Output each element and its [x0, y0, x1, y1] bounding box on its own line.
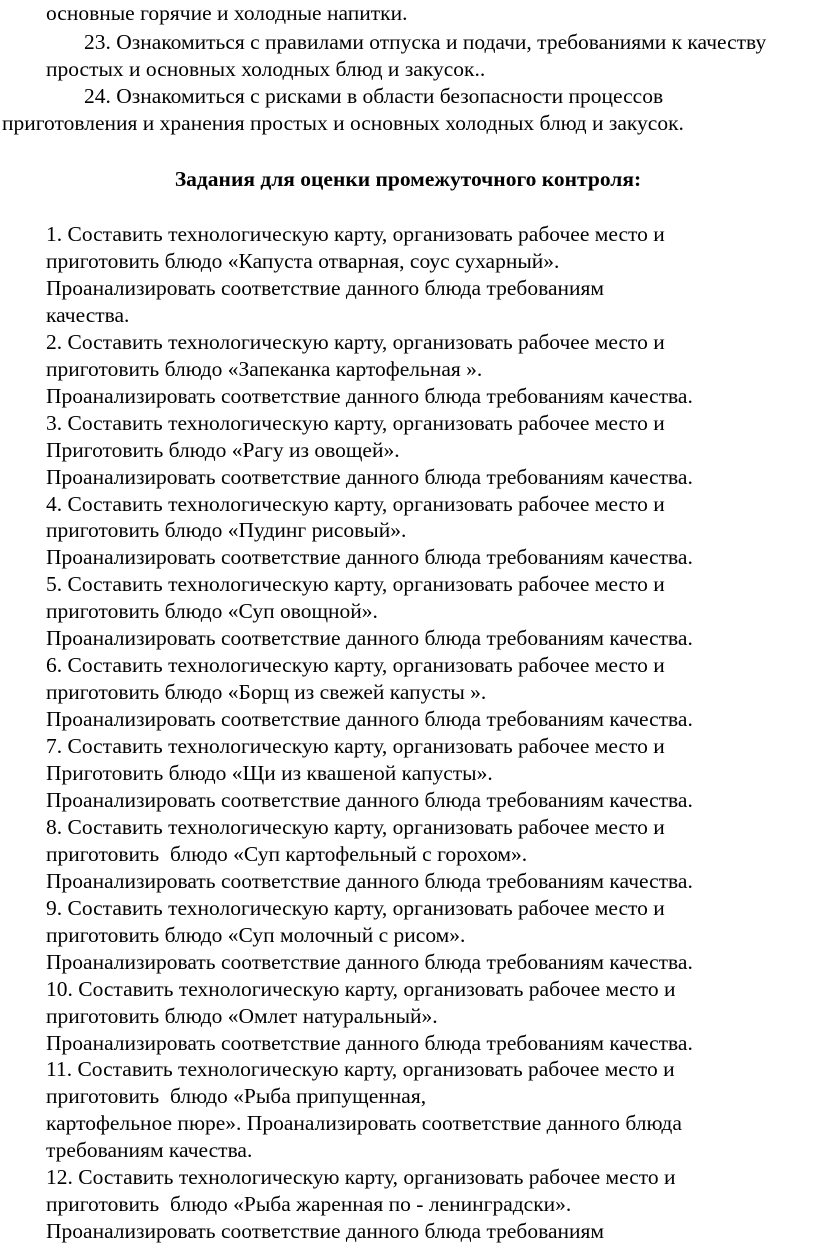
task-line: приготовить блюдо «Рыба припущенная,: [46, 1084, 427, 1108]
task-line: Проанализировать соответствие данного блюда требованиям качества.: [46, 1031, 693, 1055]
task-line: приготовить блюдо «Пудинг рисовый».: [46, 518, 407, 542]
text-line: 23. Ознакомиться с правилами отпуска и подачи, требованиями к качеству: [84, 30, 767, 54]
task-line: Проанализировать соответствие данного блюда требованиям качества.: [46, 707, 693, 731]
task-line: Проанализировать соответствие данного блюда требованиям качества.: [46, 950, 693, 974]
task-line: 8. Составить технологическую карту, организовать рабочее место и: [46, 815, 665, 839]
task-line: приготовить блюдо «Суп молочный с рисом».: [46, 923, 466, 947]
task-line: Проанализировать соответствие данного блюда требованиям качества.: [46, 788, 693, 812]
task-line: Проанализировать соответствие данного блюда требованиям качества.: [46, 869, 693, 893]
task-line: 5. Составить технологическую карту, организовать рабочее место и: [46, 572, 665, 596]
task-line: Проанализировать соответствие данного блюда требованиям: [46, 1219, 605, 1243]
section-heading: Задания для оценки промежуточного контроля:: [174, 167, 642, 191]
task-line: приготовить блюдо «Запеканка картофельная ».: [46, 357, 483, 381]
task-line: 9. Составить технологическую карту, организовать рабочее место и: [46, 896, 665, 920]
task-line: 4. Составить технологическую карту, организовать рабочее место и: [46, 492, 665, 516]
text-line: простых и основных холодных блюд и закусок..: [46, 57, 486, 81]
task-line: 10. Составить технологическую карту, организовать рабочее место и: [46, 977, 676, 1001]
task-line: 2. Составить технологическую карту, организовать рабочее место и: [46, 330, 665, 354]
task-line: 1. Составить технологическую карту, организовать рабочее место и: [46, 222, 665, 246]
task-line: Проанализировать соответствие данного блюда требованиям качества.: [46, 465, 693, 489]
task-line: 7. Составить технологическую карту, организовать рабочее место и: [46, 734, 665, 758]
task-line: приготовить блюдо «Суп картофельный с горохом».: [46, 842, 528, 866]
task-line: Приготовить блюдо «Рагу из овощей».: [46, 438, 400, 462]
text-line: основные горячие и холодные напитки.: [46, 1, 408, 25]
task-line: приготовить блюдо «Рыба жаренная по - ленинградски».: [46, 1192, 572, 1216]
task-line: качества.: [46, 303, 130, 327]
text-line: 24. Ознакомиться с рисками в области безопасности процессов: [84, 84, 664, 108]
task-line: требованиям качества.: [46, 1138, 253, 1162]
task-line: приготовить блюдо «Суп овощной».: [46, 599, 378, 623]
task-line: 12. Составить технологическую карту, организовать рабочее место и: [46, 1165, 676, 1189]
task-line: приготовить блюдо «Капуста отварная, соус сухарный».: [46, 249, 560, 273]
text-line: приготовления и хранения простых и основных холодных блюд и закусок.: [2, 111, 684, 135]
task-line: Проанализировать соответствие данного блюда требованиям: [46, 276, 605, 300]
task-line: 11. Составить технологическую карту, организовать рабочее место и: [46, 1057, 675, 1081]
task-line: 6. Составить технологическую карту, организовать рабочее место и: [46, 653, 665, 677]
task-line: 3. Составить технологическую карту, организовать рабочее место и: [46, 411, 665, 435]
task-line: Проанализировать соответствие данного блюда требованиям качества.: [46, 384, 693, 408]
task-line: Приготовить блюдо «Щи из квашеной капусты».: [46, 761, 493, 785]
task-line: приготовить блюдо «Омлет натуральный».: [46, 1004, 438, 1028]
task-line: Проанализировать соответствие данного блюда требованиям качества.: [46, 626, 693, 650]
task-line: картофельное пюре». Проанализировать соответствие данного блюда: [46, 1111, 682, 1135]
task-line: приготовить блюдо «Борщ из свежей капусты ».: [46, 680, 487, 704]
task-line: Проанализировать соответствие данного блюда требованиям качества.: [46, 545, 693, 569]
